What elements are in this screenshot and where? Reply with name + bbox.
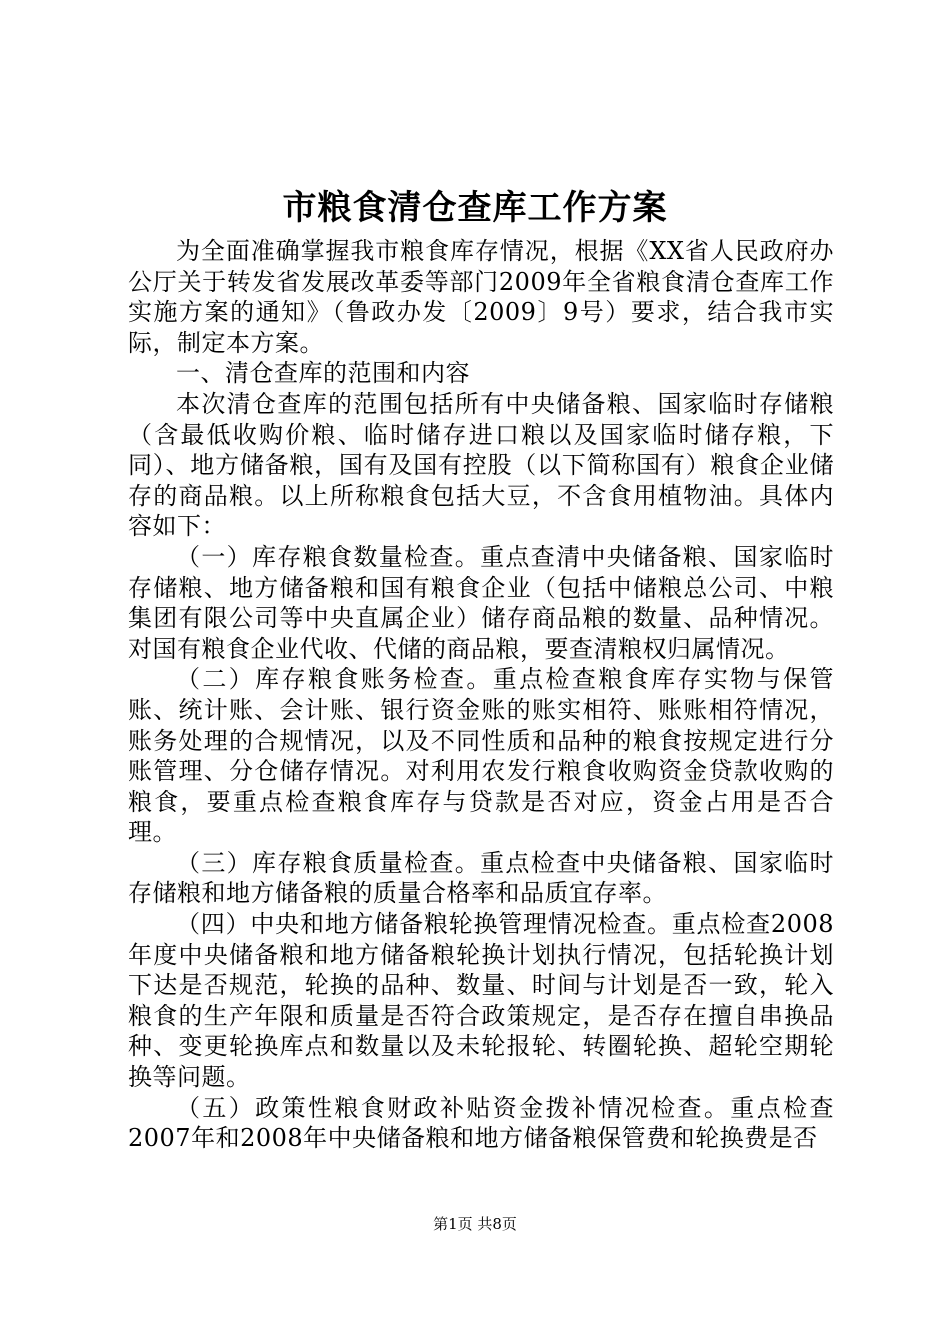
paragraph-item-5: （五）政策性粮食财政补贴资金拨补情况检查。重点检查2007年和2008年中央储备粮和地方储备粮保管费和轮换费是否 — [128, 1093, 834, 1153]
page-number-footer: 第1页 共8页 — [433, 1215, 517, 1233]
paragraph-item-4: （四）中央和地方储备粮轮换管理情况检查。重点检查2008年度中央储备粮和地方储备粮轮换计划执行情况，包括轮换计划下达是否规范，轮换的品种、数量、时间与计划是否一致，轮入粮食的生产年限和质量是否符合政策规定，是否存在擅自串换品种、变更轮换库点和数量以及未轮报轮、转圈轮换、超轮空期轮换等问题。 — [128, 910, 834, 1092]
document-body — [128, 236, 834, 1154]
paragraph-scope: 本次清仓查库的范围包括所有中央储备粮、国家临时存储粮（含最低收购价粮、临时储存进口粮以及国家临时储存粮，下同）、地方储备粮，国有及国有控股（以下简称国有）粮食企业储存的商品粮。以上所称粮食包括大豆，不含食用植物油。具体内容如下： — [128, 389, 834, 541]
section-heading-scope: 一、清仓查库的范围和内容 — [176, 359, 470, 388]
paragraph-item-2: （二）库存粮食账务检查。重点检查粮食库存实物与保管账、统计账、会计账、银行资金账的账实相符、账账相符情况，账务处理的合规情况，以及不同性质和品种的粮食按规定进行分账管理、分仓储存情况。对利用农发行粮食收购资金贷款收购的粮食，要重点检查粮食库存与贷款是否对应，资金占用是否合理。 — [128, 665, 834, 847]
paragraph-item-3: （三）库存粮食质量检查。重点检查中央储备粮、国家临时存储粮和地方储备粮的质量合格率和品质宜存率。 — [128, 848, 834, 908]
paragraph-item-1: （一）库存粮食数量检查。重点查清中央储备粮、国家临时存储粮、地方储备粮和国有粮食企业（包括中储粮总公司、中粮集团有限公司等中央直属企业）储存商品粮的数量、品种情况。对国有粮食企业代收、代储的商品粮，要查清粮权归属情况。 — [128, 542, 834, 663]
paragraph-intro: 为全面准确掌握我市粮食库存情况，根据《XX省人民政府办公厅关于转发省发展改革委等部门2009年全省粮食清仓查库工作实施方案的通知》（鲁政办发〔2009〕9号）要求，结合我市实际，制定本方案。 — [128, 237, 834, 357]
document-title: 市粮食清仓查库工作方案 — [282, 188, 668, 228]
